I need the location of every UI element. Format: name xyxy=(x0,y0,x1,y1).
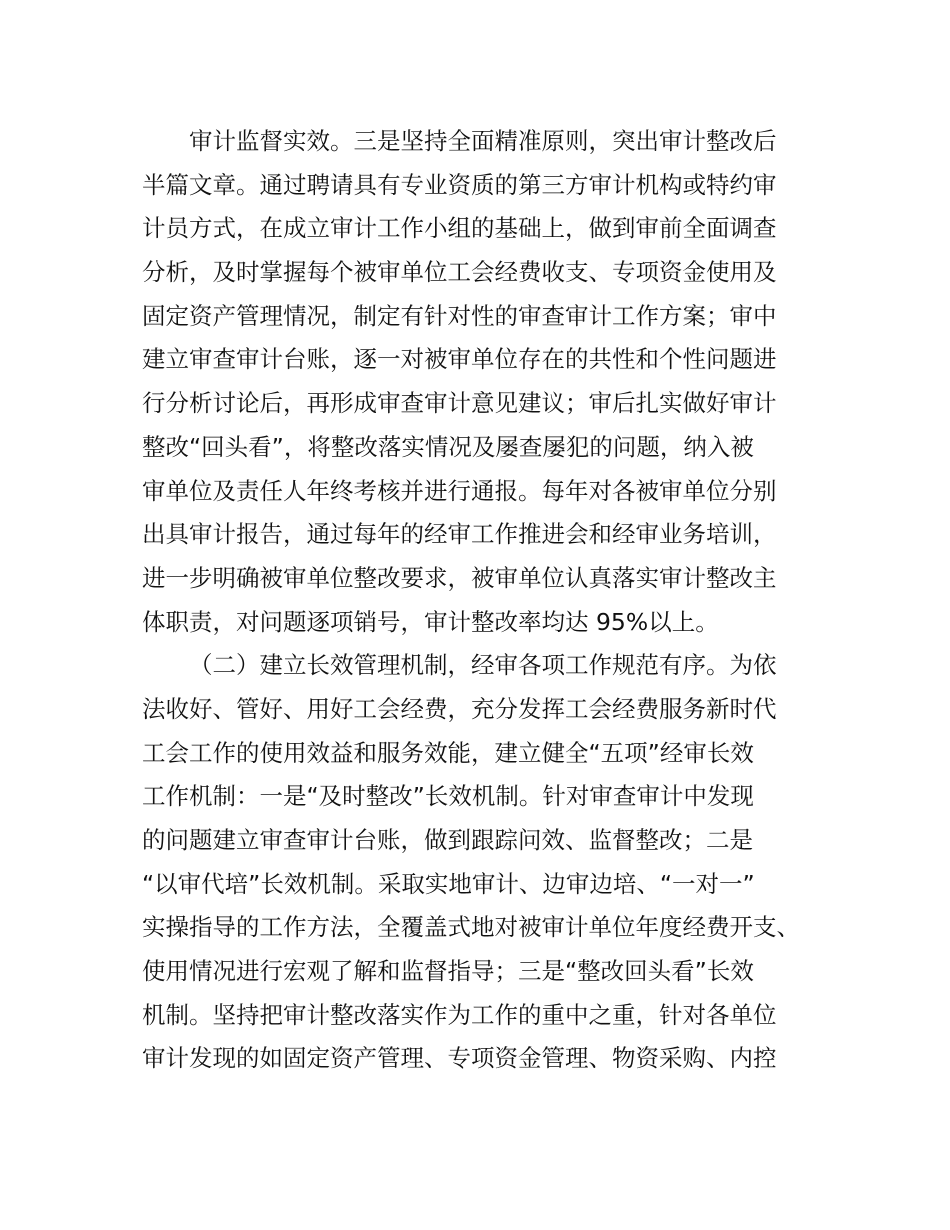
text-line: 工作机制：一是“及时整改”长效机制。针对审查审计中发现 xyxy=(142,782,754,811)
text-line: 体职责，对问题逐项销号，审计整改率均达 95%以上。 xyxy=(142,607,719,636)
text-line: 工会工作的使用效益和服务效能，建立健全“五项”经审长效 xyxy=(142,738,754,767)
text-line: 分析，及时掌握每个被审单位工会经费收支、专项资金使用及 xyxy=(142,258,777,287)
text-line: 机制。坚持把审计整改落实作为工作的重中之重，针对各单位 xyxy=(142,1000,777,1029)
text-line: “以审代培”长效机制。采取实地审计、边审边培、“一对一” xyxy=(142,869,755,898)
text-line: 固定资产管理情况，制定有针对性的审查审计工作方案；审中 xyxy=(142,301,777,330)
text-line: 整改“回头看”，将整改落实情况及屡查屡犯的问题，纳入被 xyxy=(142,432,754,461)
text-line: 计员方式，在成立审计工作小组的基础上，做到审前全面调查 xyxy=(142,214,777,243)
text-line: 实操指导的工作方法，全覆盖式地对被审计单位年度经费开支、 xyxy=(142,913,800,942)
text-line: 行分析讨论后，再形成审查审计意见建议；审后扎实做好审计 xyxy=(142,389,777,418)
text-line: 的问题建立审查审计台账，做到跟踪问效、监督整改；二是 xyxy=(142,826,753,854)
text-line: 审单位及责任人年终考核并进行通报。每年对各被审单位分别 xyxy=(142,476,777,505)
document-body xyxy=(142,120,822,1081)
text-line: 法收好、管好、用好工会经费，充分发挥工会经费服务新时代 xyxy=(142,694,777,723)
text-line: 半篇文章。通过聘请具有专业资质的第三方审计机构或特约审 xyxy=(142,170,777,199)
text-line: 使用情况进行宏观了解和监督指导；三是“整改回头看”长效 xyxy=(142,957,754,986)
paragraph xyxy=(142,644,822,1081)
text-line: 审计监督实效。三是坚持全面精准原则，突出审计整改后 xyxy=(189,127,777,155)
text-line: 建立审查审计台账，逐一对被审单位存在的共性和个性问题进 xyxy=(142,345,777,374)
text-line: 审计发现的如固定资产管理、专项资金管理、物资采购、内控 xyxy=(142,1044,777,1073)
paragraph xyxy=(142,120,822,644)
text-line: 出具审计报告，通过每年的经审工作推进会和经审业务培训， xyxy=(142,520,777,549)
text-line: 进一步明确被审单位整改要求，被审单位认真落实审计整改主 xyxy=(142,563,777,592)
text-line: （二）建立长效管理机制，经审各项工作规范有序。为依 xyxy=(189,651,777,680)
